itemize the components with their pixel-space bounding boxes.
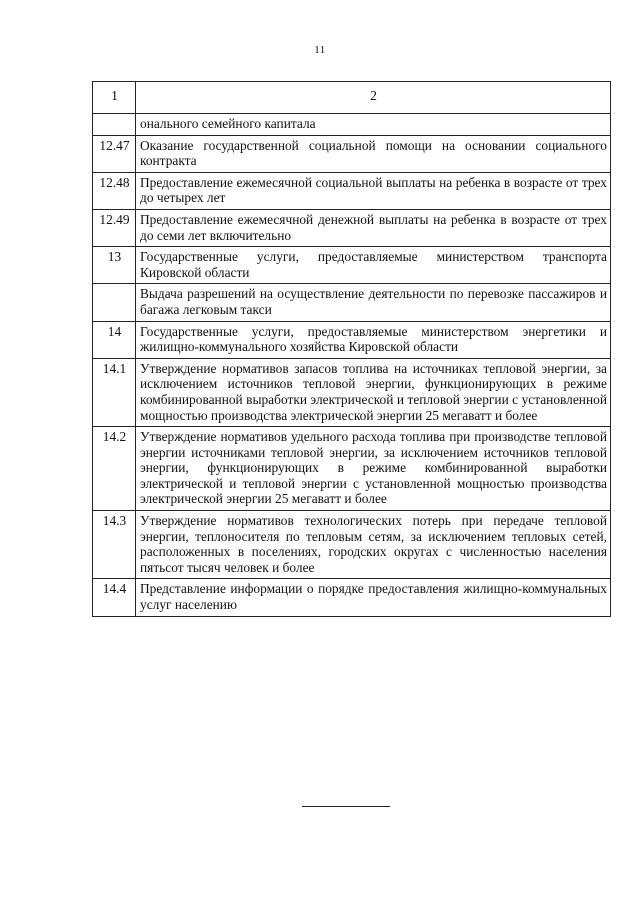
- row-number: 12.48: [93, 172, 136, 209]
- row-text: онального семейного капитала: [136, 114, 611, 136]
- row-text: Утверждение нормативов технологических потерь при передаче тепловой энергии, теплоносителя по тепловым сетям, за исключением тепловых сетей, расположенных в поселениях, городских округах с численностью населения пятьсот тысяч человек и более: [136, 511, 611, 579]
- row-number: 14.2: [93, 427, 136, 511]
- table-row: [93, 135, 611, 172]
- row-number: 13: [93, 247, 136, 284]
- table-row: [93, 114, 611, 136]
- header-col-2: 2: [136, 82, 611, 114]
- table-row: [93, 427, 611, 511]
- table-header-row: [93, 82, 611, 114]
- row-number: 12.47: [93, 135, 136, 172]
- row-number: 14: [93, 321, 136, 358]
- row-number: 14.3: [93, 511, 136, 579]
- services-table: [92, 81, 611, 617]
- row-text: Государственные услуги, предоставляемые министерством энергетики и жилищно-коммунального хозяйства Кировской области: [136, 321, 611, 358]
- table-row: [93, 358, 611, 426]
- row-number: 14.4: [93, 579, 136, 616]
- row-number: 14.1: [93, 358, 136, 426]
- row-text: Утверждение нормативов запасов топлива на источниках тепловой энергии, за исключением источников тепловой энергии, функционирующих в режиме комбинированной выработки электрической и тепловой энергии с установленной мощностью производства электрической энергии 25 мегаватт и более: [136, 358, 611, 426]
- row-text: Оказание государственной социальной помощи на основании социального контракта: [136, 135, 611, 172]
- header-col-1: 1: [93, 82, 136, 114]
- row-number: [93, 114, 136, 136]
- row-number: 12.49: [93, 209, 136, 246]
- table-row: [93, 247, 611, 284]
- row-text: Выдача разрешений на осуществление деятельности по перевозке пассажиров и багажа легковым такси: [136, 284, 611, 321]
- row-text: Утверждение нормативов удельного расхода топлива при производстве тепловой энергии источниками тепловой энергии, за исключением источников тепловой энергии, функционирующих в режиме комбинированной выработки электрической и тепловой энергии с установленной мощностью производства электрической энергии 25 мегаватт и более: [136, 427, 611, 511]
- row-text: Предоставление ежемесячной денежной выплаты на ребенка в возрасте от трех до семи лет включительно: [136, 209, 611, 246]
- table-row: [93, 321, 611, 358]
- page-number: 11: [314, 44, 326, 56]
- table-row: [93, 209, 611, 246]
- table-row: [93, 511, 611, 579]
- row-text: Предоставление ежемесячной социальной выплаты на ребенка в возрасте от трех до четырех лет: [136, 172, 611, 209]
- end-divider-line: [302, 806, 390, 807]
- row-text: Представление информации о порядке предоставления жилищно-коммунальных услуг населению: [136, 579, 611, 616]
- table-row: [93, 579, 611, 616]
- row-text: Государственные услуги, предоставляемые министерством транспорта Кировской области: [136, 247, 611, 284]
- row-number: [93, 284, 136, 321]
- table-row: [93, 284, 611, 321]
- table-row: [93, 172, 611, 209]
